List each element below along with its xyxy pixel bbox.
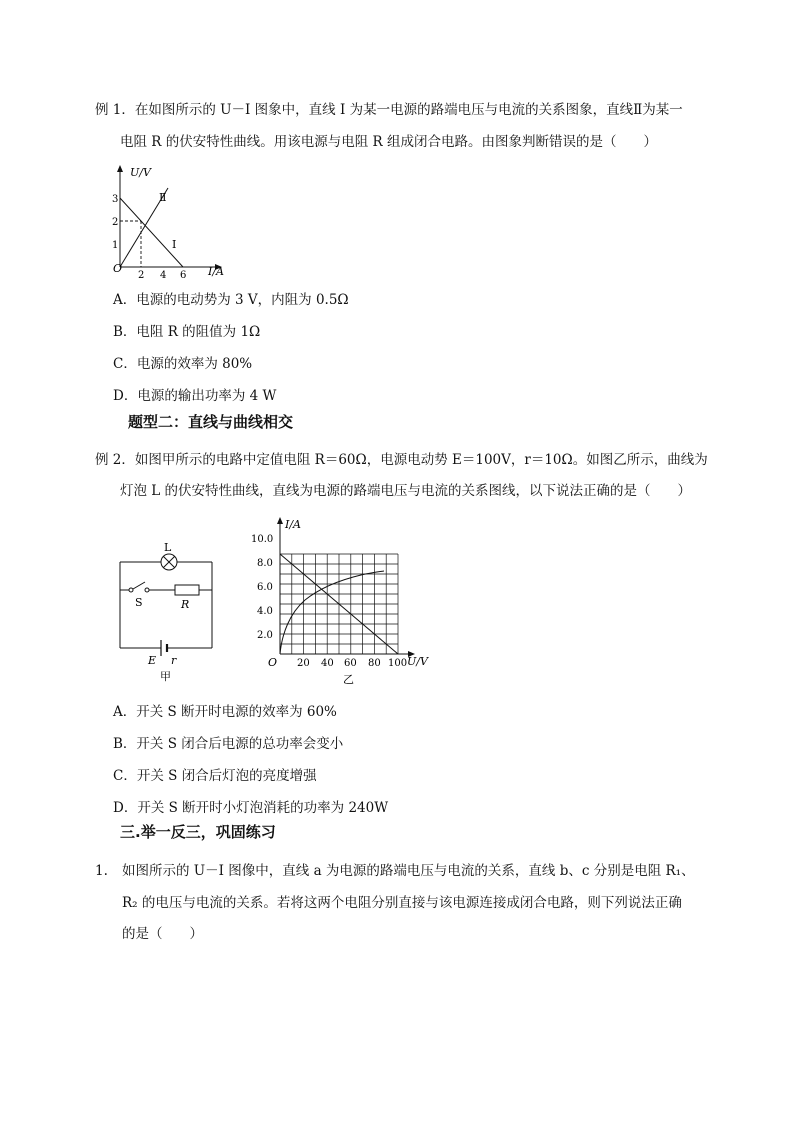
resistor-symbol [175, 585, 199, 595]
circuit-caption: 甲 [160, 670, 171, 683]
ex2-iu-graph [251, 518, 435, 688]
ex2-option-b: B．开关 S 闭合后电源的总功率会变小 [113, 736, 344, 752]
ex2-option-d: D．开关 S 断开时小灯泡消耗的功率为 240W [113, 800, 389, 816]
ex1-origin: O [113, 262, 123, 275]
ex1-xtick-4: 4 [160, 270, 167, 281]
ex2-lamp-curve [280, 571, 384, 654]
ex2-origin: O [268, 656, 278, 669]
ex1-y-label: U/V [130, 166, 151, 179]
ex2-xtick-60: 60 [344, 658, 357, 669]
heading-practice: 三.举一反三，巩固练习 [120, 823, 276, 841]
ex2-xtick-80: 80 [368, 658, 381, 669]
ex2-y-label: I/A [285, 518, 301, 531]
circuit-resistor-label: R [181, 598, 190, 611]
q1-stem-line3: 的是（ ） [122, 926, 203, 942]
ex1-ui-graph [110, 160, 240, 281]
q1-number: 1. [95, 863, 108, 879]
ex1-option-c: C．电源的效率为 80% [113, 356, 253, 372]
q1-stem-line1: 如图所示的 U－I 图像中，直线 a 为电源的路端电压与电流的关系，直线 b、c 分别是电阻 R₁、 [122, 863, 695, 879]
ex2-graph-caption: 乙 [343, 673, 354, 686]
ex1-option-b: B．电阻 R 的阻值为 1Ω [113, 324, 261, 340]
switch-symbol [129, 582, 149, 592]
heading-type-two: 题型二：直线与曲线相交 [128, 413, 294, 431]
ex2-ytick-10: 10.0 [251, 534, 274, 545]
ex2-ytick-4: 4.0 [257, 606, 273, 617]
ex2-option-c: C．开关 S 闭合后灯泡的亮度增强 [113, 768, 317, 784]
ex1-ytick-2: 2 [112, 217, 119, 228]
ex2-ytick-6: 6.0 [257, 582, 273, 593]
ex1-line-I [120, 198, 183, 267]
ex1-ytick-3: 3 [112, 194, 119, 205]
ex1-stem-line2: 电阻 R 的伏安特性曲线。用该电源与电阻 R 组成闭合电路。由图象判断错误的是（ ） [120, 134, 657, 150]
ex2-x-label: U/V [407, 655, 428, 668]
ex1-option-a: A．电源的电动势为 3 V，内阻为 0.5Ω [113, 292, 349, 308]
ex2-circuit-diagram [115, 540, 225, 683]
ex1-xtick-6: 6 [180, 270, 187, 281]
ex1-option-d: D．电源的输出功率为 4 W [113, 388, 277, 404]
ex2-ytick-2: 2.0 [257, 630, 273, 641]
circuit-lamp-label: L [164, 541, 172, 554]
ex1-line-II-label: Ⅱ [159, 191, 167, 204]
ex1-ytick-1: 1 [112, 240, 119, 251]
ex1-line-I-label: I [172, 238, 177, 251]
ex1-xtick-2: 2 [138, 270, 145, 281]
ex2-xtick-100: 100 [388, 658, 408, 669]
battery-symbol [161, 640, 167, 656]
circuit-switch-label: S [135, 596, 143, 609]
ex2-option-a: A．开关 S 断开时电源的效率为 60% [113, 704, 337, 720]
ex1-stem-line1: 例 1．在如图所示的 U－I 图象中，直线 I 为某一电源的路端电压与电流的关系图象，直线Ⅱ为某一 [95, 102, 683, 118]
ex2-stem-line2: 灯泡 L 的伏安特性曲线，直线为电源的路端电压与电流的关系图线，以下说法正确的是（ ） [120, 483, 692, 499]
lamp-symbol [161, 554, 177, 570]
ex2-xtick-40: 40 [321, 658, 334, 669]
circuit-internal-label: r [171, 654, 177, 667]
ex1-x-label: I/A [208, 265, 224, 278]
circuit-emf-label: E [148, 654, 157, 667]
ex2-ytick-8: 8.0 [257, 558, 273, 569]
ex2-stem-line1: 例 2．如图甲所示的电路中定值电阻 R＝60Ω，电源电动势 E＝100V，r＝10Ω。如图乙所示，曲线为 [95, 452, 708, 468]
ex2-xtick-20: 20 [297, 658, 310, 669]
q1-stem-line2: R₂ 的电压与电流的关系。若将这两个电阻分别直接与该电源连接成闭合电路，则下列说法正确 [122, 895, 682, 911]
